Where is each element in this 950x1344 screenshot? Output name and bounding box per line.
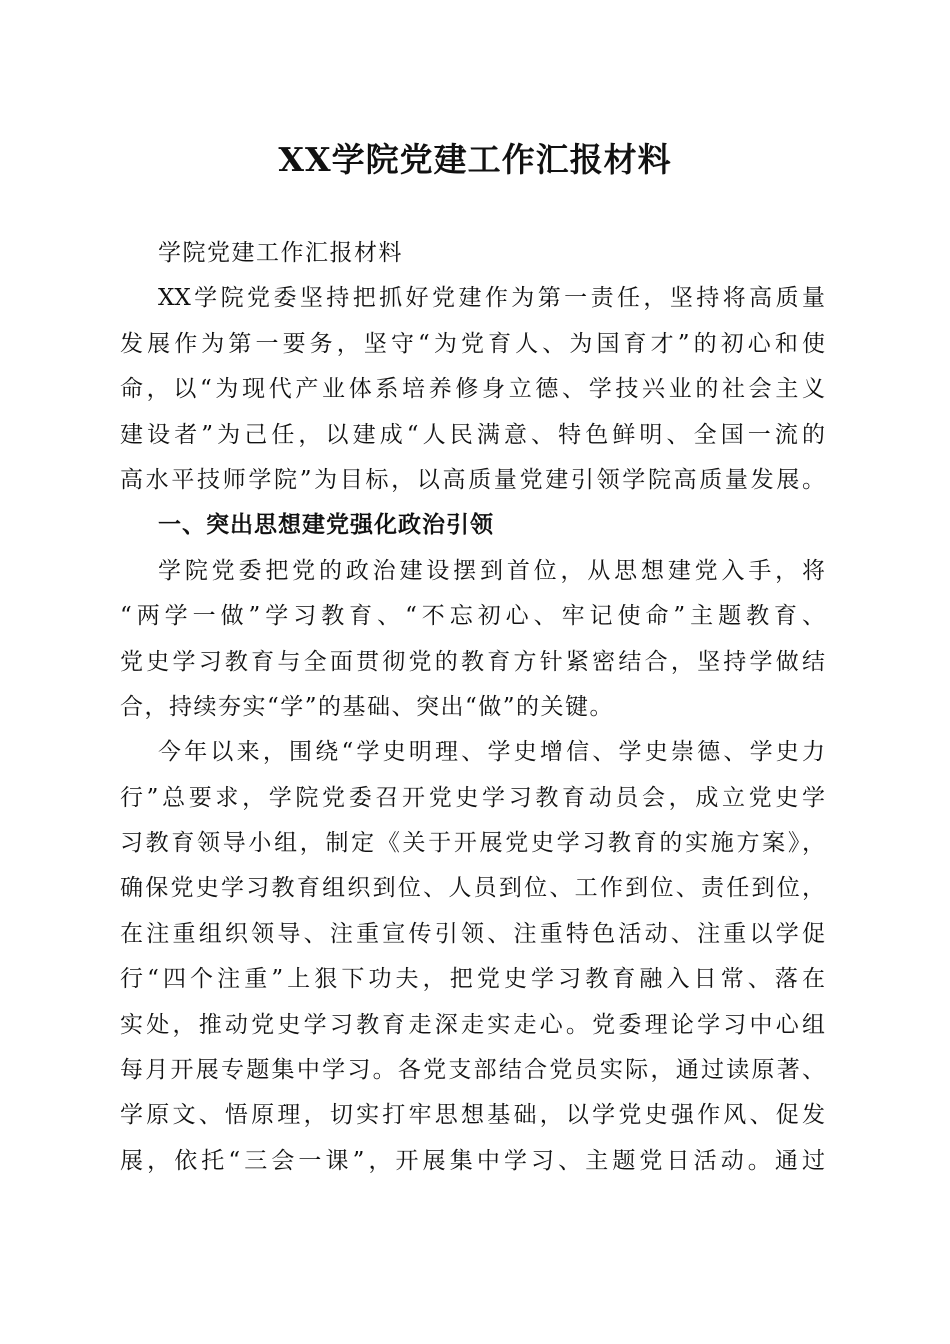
section-heading: 一、突出思想建党强化政治引领 — [158, 512, 494, 539]
paragraph-line: 每月开展专题集中学习。各党支部结合党员实际，通过读原著、 — [120, 1057, 825, 1084]
paragraph-line: 实处，推动党史学习教育走深走实走心。党委理论学习中心组 — [120, 1011, 825, 1038]
paragraph-line: 发展作为第一要务，坚守“为党育人、为国育才”的初心和使 — [120, 330, 825, 357]
paragraph-line: 命，以“为现代产业体系培养修身立德、学技兴业的社会主义 — [120, 376, 825, 403]
paragraph-line: 党史学习教育与全面贯彻党的教育方针紧密结合，坚持学做结 — [120, 648, 825, 675]
paragraph-line: “两学一做”学习教育、“不忘初心、牢记使命”主题教育、 — [120, 603, 825, 630]
paragraph-line: 合，持续夯实“学”的基础、突出“做”的关键。 — [120, 693, 615, 720]
paragraph-line: 在注重组织领导、注重宣传引领、注重特色活动、注重以学促 — [120, 920, 825, 947]
paragraph-line: 建设者”为己任，以建成“人民满意、特色鲜明、全国一流的 — [120, 421, 825, 448]
document-title: XX学院党建工作汇报材料 — [278, 140, 672, 179]
paragraph-line: 行“四个注重”上狠下功夫，把党史学习教育融入日常、落在 — [120, 966, 825, 993]
paragraph-line: 今年以来，围绕“学史明理、学史增信、学史崇德、学史力 — [158, 739, 825, 766]
paragraph-line: 确保党史学习教育组织到位、人员到位、工作到位、责任到位， — [120, 875, 825, 902]
paragraph-line: 展，依托“三会一课”，开展集中学习、主题党日活动。通过 — [120, 1147, 825, 1174]
paragraph-line: 行”总要求，学院党委召开党史学习教育动员会，成立党史学 — [120, 784, 825, 811]
paragraph-line: 高水平技师学院”为目标，以高质量党建引领学院高质量发展。 — [120, 466, 825, 493]
paragraph-line: 习教育领导小组，制定《关于开展党史学习教育的实施方案》， — [120, 830, 825, 857]
subtitle-line: 学院党建工作汇报材料 — [158, 240, 403, 266]
paragraph-line: XX学院党委坚持把抓好党建作为第一责任，坚持将高质量 — [158, 285, 825, 312]
paragraph-line: 学院党委把党的政治建设摆到首位，从思想建党入手，将 — [158, 557, 825, 584]
document-body — [120, 231, 825, 1184]
paragraph-line: 学原文、悟原理，切实打牢思想基础，以学党史强作风、促发 — [120, 1102, 825, 1129]
